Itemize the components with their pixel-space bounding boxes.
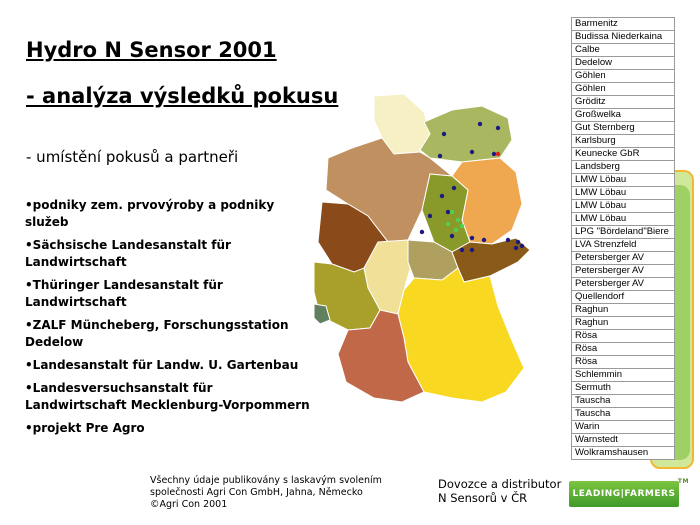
- importer-line: N Sensorů v ČR: [438, 491, 528, 505]
- partner-item: •Sächsische Landesanstalt für Landwirtschaft: [25, 238, 231, 269]
- region-sachsen-anhalt: [422, 174, 470, 252]
- site-marker: [428, 214, 432, 218]
- site-marker: [470, 248, 474, 252]
- site-marker: [516, 240, 520, 244]
- partner-item: •podniky zem. prvovýroby a podniky služeb: [25, 198, 275, 229]
- site-list-item: Rösa: [571, 356, 675, 369]
- site-list-item: Gut Sternberg: [571, 122, 675, 135]
- site-list-item: Raghun: [571, 317, 675, 330]
- site-list-item: LVA Strenzfeld: [571, 239, 675, 252]
- site-marker: [506, 238, 510, 242]
- site-list-item: Dedelow: [571, 57, 675, 70]
- site-list-item: Tauscha: [571, 395, 675, 408]
- partner-item: •projekt Pre Agro: [25, 421, 145, 435]
- site-marker: [438, 154, 442, 158]
- site-list-item: Gröditz: [571, 96, 675, 109]
- site-marker-green: [454, 228, 458, 232]
- site-marker: [492, 152, 496, 156]
- site-list-item: Calbe: [571, 44, 675, 57]
- site-list-item: Warnstedt: [571, 434, 675, 447]
- logo-text: LEADING|FARMERS: [572, 489, 676, 499]
- site-marker: [442, 132, 446, 136]
- site-marker: [450, 234, 454, 238]
- site-list-item: Großwelka: [571, 109, 675, 122]
- site-marker-green: [456, 218, 460, 222]
- site-marker-red: [496, 152, 500, 156]
- site-list-item: Schlemmin: [571, 369, 675, 382]
- site-list-item: Raghun: [571, 304, 675, 317]
- site-list-item: Göhlen: [571, 70, 675, 83]
- site-marker: [440, 194, 444, 198]
- site-list-item: Budissa Niederkaina: [571, 31, 675, 44]
- title-line-1: Hydro N Sensor 2001: [26, 38, 277, 62]
- site-list-item: Sermuth: [571, 382, 675, 395]
- site-list-item: Rösa: [571, 343, 675, 356]
- footer-line: ©Agri Con 2001: [150, 499, 228, 510]
- site-list-item: Keunecke GbR: [571, 148, 675, 161]
- site-marker: [478, 122, 482, 126]
- importer-note: [438, 477, 561, 505]
- site-list-item: Quellendorf: [571, 291, 675, 304]
- footer-note: [150, 475, 380, 511]
- importer-line: Dovozce a distributor: [438, 477, 562, 491]
- site-list-item: LPG "Bördeland"Biere: [571, 226, 675, 239]
- footer-line: Všechny údaje publikovány s laskavým svolením: [150, 475, 382, 486]
- site-marker: [482, 238, 486, 242]
- site-list-item: Wolkramshausen: [571, 447, 675, 460]
- site-marker: [420, 230, 424, 234]
- germany-map: [312, 92, 547, 422]
- site-list-item: Tauscha: [571, 408, 675, 421]
- site-list-item: Petersberger AV: [571, 265, 675, 278]
- footer-line: společnosti Agri Con GmbH, Jahna, Německo: [150, 487, 363, 498]
- site-marker: [470, 236, 474, 240]
- site-list-item: Göhlen: [571, 83, 675, 96]
- partner-item: •Landesanstalt für Landw. U. Gartenbau: [25, 358, 299, 372]
- site-marker: [496, 126, 500, 130]
- site-marker: [446, 210, 450, 214]
- site-list-item: LMW Löbau: [571, 187, 675, 200]
- site-list-item: Barmenitz: [571, 18, 675, 31]
- site-list: [571, 17, 675, 460]
- site-marker-green: [460, 224, 464, 228]
- site-list-item: LMW Löbau: [571, 213, 675, 226]
- partner-item: •Landesversuchsanstalt für Landwirtschaft Mecklenburg-Vorpommern: [25, 381, 310, 412]
- site-marker-green: [446, 222, 450, 226]
- site-list-item: Warin: [571, 421, 675, 434]
- site-marker: [514, 246, 518, 250]
- site-list-item: Petersberger AV: [571, 278, 675, 291]
- site-list-item: Petersberger AV: [571, 252, 675, 265]
- site-list-item: LMW Löbau: [571, 174, 675, 187]
- site-marker: [460, 248, 464, 252]
- partner-list: [25, 197, 315, 443]
- site-marker: [520, 244, 524, 248]
- site-list-item: Rösa: [571, 330, 675, 343]
- site-marker: [452, 186, 456, 190]
- partner-item: •Thüringer Landesanstalt für Landwirtschaft: [25, 278, 223, 309]
- site-list-item: Landsberg: [571, 161, 675, 174]
- subtitle: - umístění pokusů a partneři: [26, 148, 239, 166]
- site-list-item: LMW Löbau: [571, 200, 675, 213]
- title-line-2: - analýza výsledků pokusu: [26, 84, 339, 108]
- site-list-item: Karlsburg: [571, 135, 675, 148]
- site-marker: [470, 150, 474, 154]
- site-marker-green: [450, 210, 454, 214]
- logo-trademark: TM: [677, 478, 689, 485]
- partner-item: •ZALF Müncheberg, Forschungsstation Dedelow: [25, 318, 289, 349]
- leading-farmers-logo: [569, 478, 689, 507]
